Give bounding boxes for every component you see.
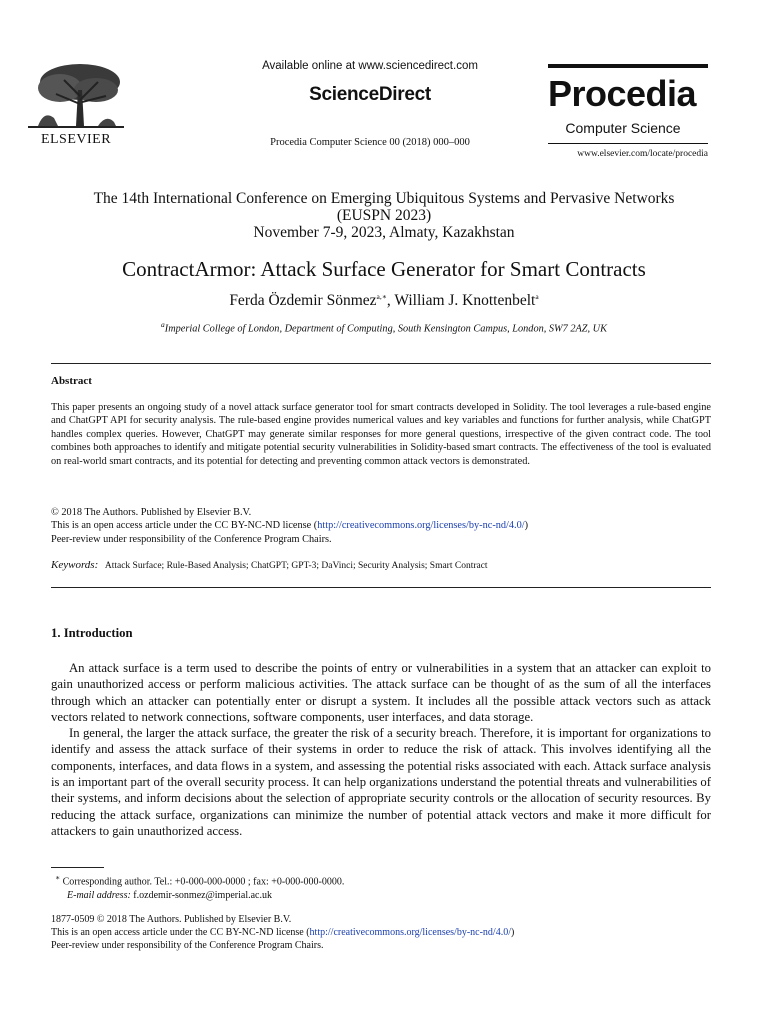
conference-name: The 14th International Conference on Emerging Ubiquitous Systems and Pervasive Networks	[93, 190, 675, 207]
abstract-copyright: © 2018 The Authors. Published by Elsevier B.V.	[51, 507, 252, 518]
abstract-license-link[interactable]: http://creativecommons.org/licenses/by-nc-nd/4.0/	[317, 520, 525, 532]
conference-date-location: November 7-9, 2023, Almaty, Kazakhstan	[253, 224, 515, 241]
affiliation-superscript: a	[161, 320, 165, 329]
procedia-title: Procedia	[548, 73, 697, 114]
introduction-body	[51, 660, 711, 839]
email-link[interactable]: f.ozdemir-sonmez@imperial.ac.uk	[133, 889, 272, 901]
procedia-logo	[548, 64, 708, 164]
author-separator: ,	[386, 292, 395, 310]
footnote-corresponding: ∗ Corresponding author. Tel.: +0-000-000-0000 ; fax: +0-000-000-0000.	[55, 873, 345, 888]
procedia-url[interactable]: www.elsevier.com/locate/procedia	[577, 149, 708, 159]
sciencedirect-logo: ScienceDirect	[309, 84, 431, 105]
footer-peer-review: Peer-review under responsibility of the Conference Program Chairs.	[51, 940, 324, 951]
keywords-line	[51, 559, 711, 571]
conference-acronym: (EUSPN 2023)	[336, 207, 432, 224]
keywords-list: Attack Surface; Rule-Based Analysis; ChatGPT; GPT-3; DaVinci; Security Analysis; Smart Contract	[104, 561, 488, 571]
footnote-star: ∗	[55, 873, 61, 882]
author-superscript: a,∗	[376, 292, 387, 301]
available-online-text: Available online at www.sciencedirect.com	[262, 60, 478, 72]
footer-license-link[interactable]: http://creativecommons.org/licenses/by-nc-nd/4.0/	[309, 927, 511, 938]
section-heading-introduction: 1. Introduction	[51, 626, 133, 640]
elsevier-wordmark: ELSEVIER	[40, 132, 112, 147]
procedia-subtitle: Computer Science	[565, 120, 681, 136]
abstract-heading: Abstract	[51, 375, 92, 387]
paragraph: An attack surface is a term used to describe the points of entry or vulnerabilities in a system that an attacker can exploit to gain unauthorized access or perform malicious activities. The attack surface can be thought of as the sum of all the interfaces through which an attacker can potentially enter or disrupt a system. It includes all the possible attack vectors such as attack vectors related to network connections, software components, user interfaces, and data storage.	[51, 661, 711, 724]
elsevier-logo	[24, 60, 128, 150]
footer-issn: 1877-0509 © 2018 The Authors. Published by Elsevier B.V.	[51, 914, 292, 925]
bottom-rule	[51, 587, 711, 588]
journal-reference: Procedia Computer Science 00 (2018) 000–000	[270, 137, 470, 148]
keywords-label: Keywords:	[51, 559, 99, 571]
author-name: Ferda Özdemir Sönmez	[229, 292, 377, 310]
author-list	[20, 292, 748, 310]
footnote-email: E-mail address: f.ozdemir-sonmez@imperial.ac.uk	[67, 889, 272, 901]
abstract-license-line: This is an open access article under the CC BY-NC-ND license (http://creativecommons.org/licenses/by-nc-nd/4.0/)	[51, 520, 529, 532]
author-name: William J. Knottenbelt	[394, 292, 536, 310]
author-superscript: a	[535, 292, 539, 301]
footer-license-line: This is an open access article under the CC BY-NC-ND license (http://creativecommons.org/licenses/by-nc-nd/4.0/)	[51, 927, 515, 938]
abstract-license-block	[51, 506, 711, 546]
affiliation-text: Imperial College of London, Department of Computing, South Kensington Campus, London, SW7 2AZ, UK	[164, 323, 607, 335]
paragraph: In general, the larger the attack surface, the greater the risk of a security breach. Therefore, it is important for organizations to identify and assess the attack surface of their systems in order to reduce the risk of attack. This involves identifying all the components, interfaces, and data flows in a system, and assessing the potential risks associated with each. Attack surface analysis is an important part of the overall security process. It can help organizations understand the potential threats and vulnerabilities of their systems, and inform decisions about the selection of appropriate security controls or the allocation of security resources. By reducing the attack surface, organizations can minimize the number of potential attack vectors and make it more difficult for attackers to gain unauthorized access.	[51, 726, 711, 838]
page-footer	[51, 913, 731, 952]
footnote-rule	[51, 867, 104, 868]
affiliation	[20, 320, 748, 334]
abstract-peer-review: Peer-review under responsibility of the Conference Program Chairs.	[51, 533, 332, 545]
top-rule	[51, 363, 711, 364]
elsevier-tree-icon	[24, 60, 128, 132]
abstract-text: This paper presents an ongoing study of a novel attack surface generator tool for smart contracts developed in Solidity. The tool leverages a rule-based engine and ChatGPT API for security analysis. The rule-based engine provides numerical values and key variables and functions for further analysis, while ChatGPT handles complex queries. However, ChatGPT may generate similar responses for more general questions, irrespective of the given contract code. The tool combines both approaches to identify and mitigate potential security vulnerabilities in Solidity-based smart contracts. The effectiveness of the tool is evaluated on real-world smart contracts, and its potential for detecting and preventing common attack vectors is demonstrated.	[51, 402, 711, 467]
footnote	[51, 871, 711, 902]
paper-title: ContractArmor: Attack Surface Generator for Smart Contracts	[122, 257, 646, 281]
